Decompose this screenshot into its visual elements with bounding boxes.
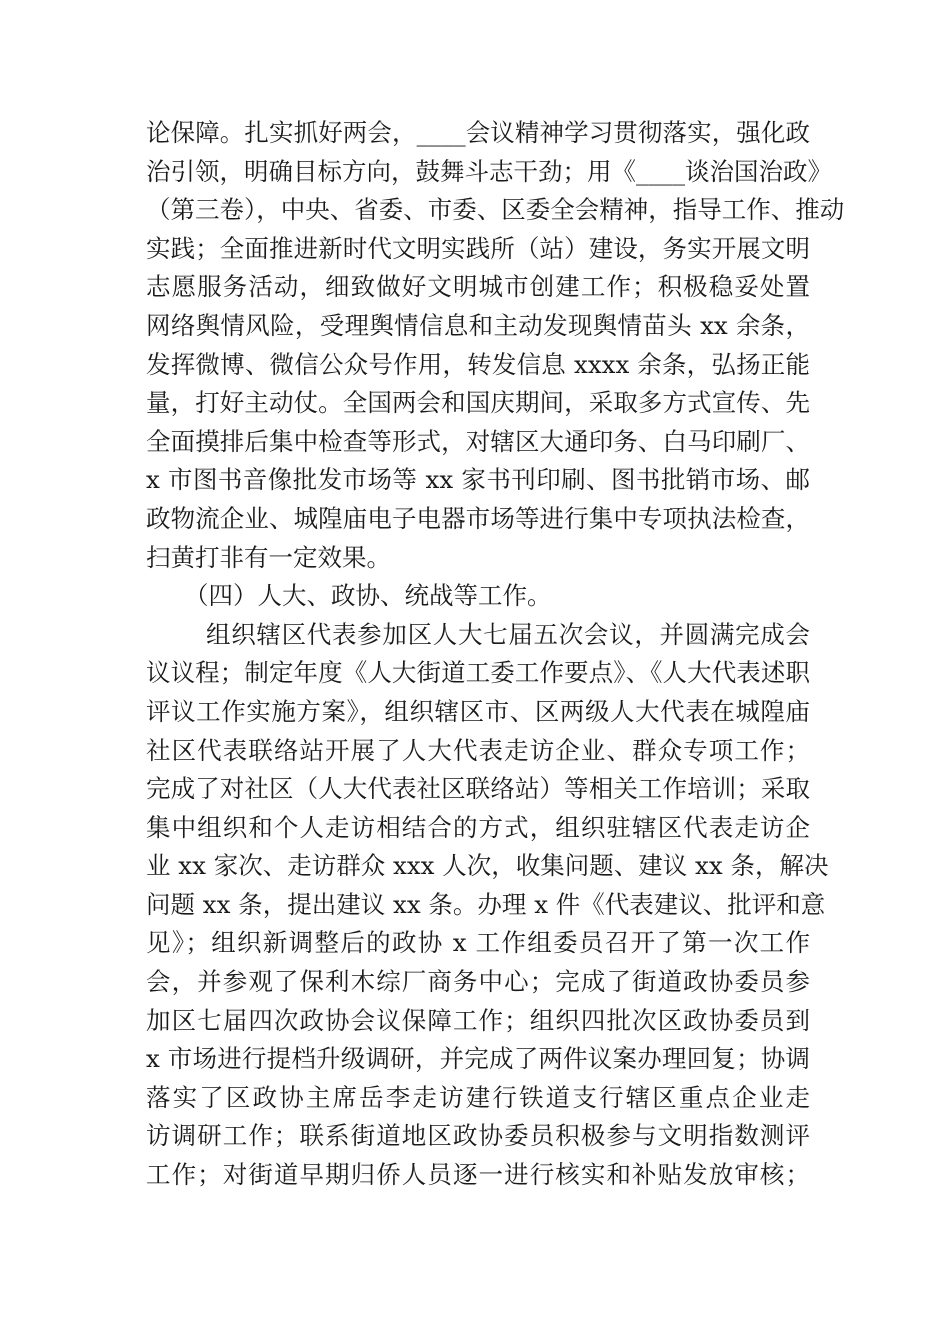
text-line: x 市图书音像批发市场等 xx 家书刊印刷、图书批销市场、邮: [146, 465, 810, 495]
text-line: 社区代表联络站开展了人大代表走访企业、群众专项工作；: [146, 735, 810, 765]
paragraph-propaganda-work: [146, 114, 845, 577]
text-line: 完成了对社区（人大代表社区联络站）等相关工作培训；采取: [146, 774, 810, 804]
section-heading: [146, 577, 810, 616]
text-line: 全面摸排后集中检查等形式，对辖区大通印务、白马印刷厂、: [146, 426, 810, 456]
text-line: 工作；对街道早期归侨人员逐一进行核实和补贴发放审核；: [146, 1160, 810, 1190]
text-line: x 市场进行提档升级调研，并完成了两件议案办理回复；协调: [146, 1044, 810, 1074]
text-line: 发挥微博、微信公众号作用，转发信息 xxxx 余条，弘扬正能: [146, 349, 810, 379]
text-line: （第三卷），中央、省委、市委、区委全会精神，指导工作、推动: [146, 195, 845, 225]
section-heading-text: （四）人大、政协、统战等工作。: [184, 581, 552, 611]
text-line: 量，打好主动仗。全国两会和国庆期间，采取多方式宣传、先: [146, 388, 810, 418]
text-line: 组织辖区代表参加区人大七届五次会议，并圆满完成会: [206, 619, 810, 649]
text-line: 政物流企业、城隍庙电子电器市场等进行集中专项执法检查，: [146, 503, 810, 533]
text-line: 扫黄打非有一定效果。: [146, 542, 391, 572]
text-line: 会，并参观了保利木综厂商务中心；完成了街道政协委员参: [146, 967, 810, 997]
text-line: 志愿服务活动，细致做好文明城市创建工作；积极稳妥处置: [146, 272, 810, 302]
text-line: 落实了区政协主席岳李走访建行铁道支行辖区重点企业走: [146, 1082, 810, 1112]
text-line: 见》；组织新调整后的政协 x 工作组委员召开了第一次工作: [146, 928, 810, 958]
text-line: 访调研工作；联系街道地区政协委员积极参与文明指数测评: [146, 1121, 810, 1151]
text-line: 评议工作实施方案》，组织辖区市、区两级人大代表在城隍庙: [146, 696, 810, 726]
text-line: 问题 xx 条，提出建议 xx 条。办理 x 件《代表建议、批评和意: [146, 889, 826, 919]
text-line: 业 xx 家次、走访群众 xxx 人次，收集问题、建议 xx 条，解决: [146, 851, 829, 881]
text-line: 加区七届四次政协会议保障工作；组织四批次区政协委员到: [146, 1005, 810, 1035]
text-line: 网络舆情风险，受理舆情信息和主动发现舆情苗头 xx 余条，: [146, 310, 810, 340]
text-line: 实践；全面推进新时代文明实践所（站）建设，务实开展文明: [146, 233, 810, 263]
document-body: [146, 114, 845, 1195]
text-line: 议议程；制定年度《人大街道工委工作要点》、《人大代表述职: [146, 658, 810, 688]
text-line: 论保障。扎实抓好两会，____会议精神学习贯彻落实，强化政: [146, 118, 810, 147]
text-line: 治引领，明确目标方向，鼓舞斗志干劲；用《____谈治国治政》: [146, 156, 832, 186]
paragraph-npc-cppcc-work: [146, 616, 829, 1195]
text-line: 集中组织和个人走访相结合的方式，组织驻辖区代表走访企: [146, 812, 810, 842]
